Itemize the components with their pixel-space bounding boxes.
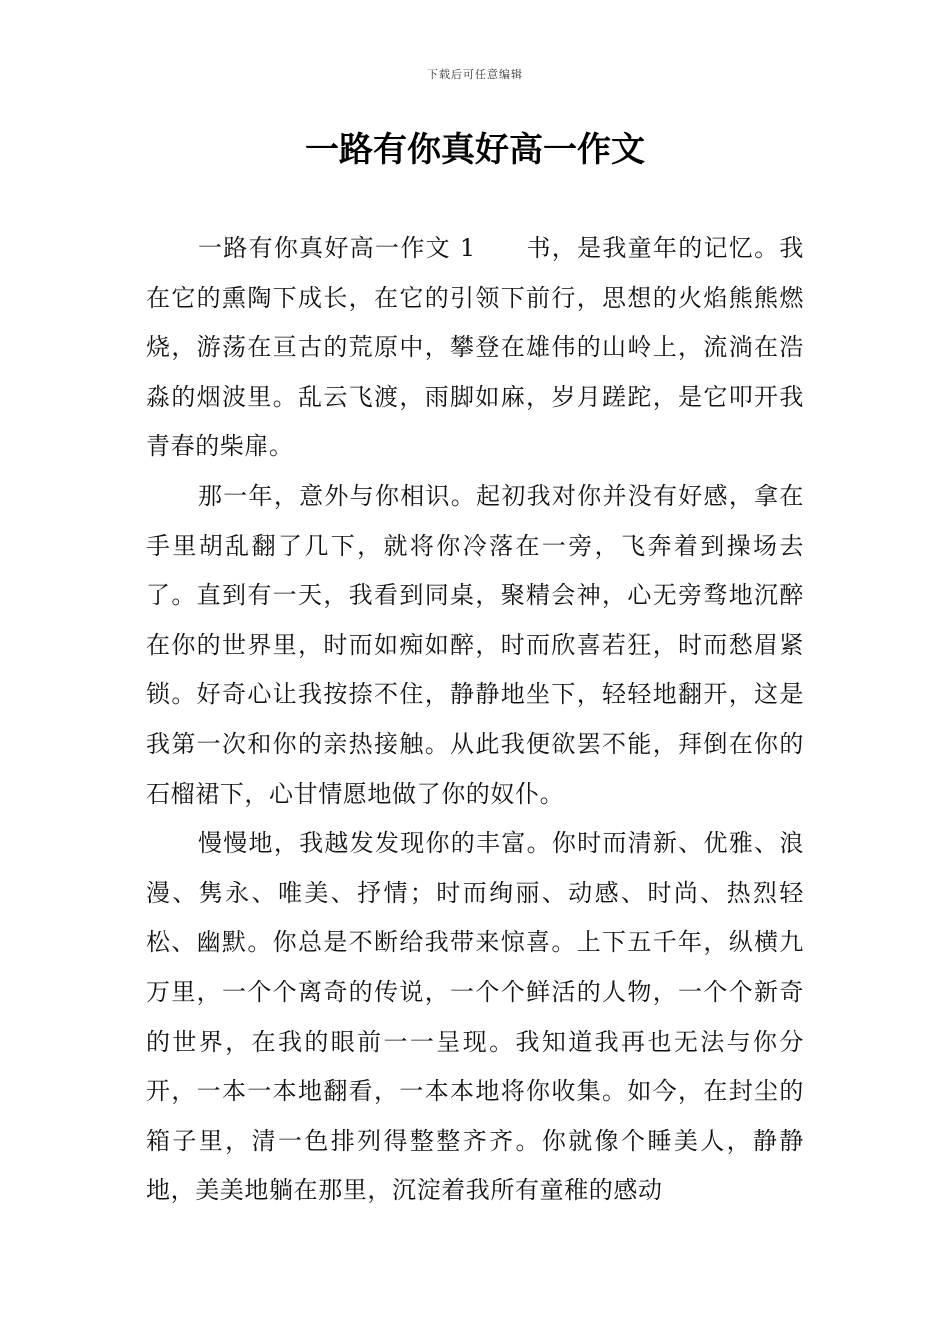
paragraph-1 (146, 224, 804, 472)
header-note: 下载后可任意编辑 (427, 68, 523, 81)
document-title: 一路有你真好高一作文 (305, 130, 645, 170)
paragraph-3: 慢慢地，我越发发现你的丰富。你时而清新、优雅、浪漫、隽永、唯美、抒情；时而绚丽、动感、时尚、热烈轻松、幽默。你总是不断给我带来惊喜。上下五千年，纵横九万里，一个个离奇的传说，一个个鲜活的人物，一个个新奇的世界，在我的眼前一一呈现。我知道我再也无法与你分开，一本一本地翻看，一本本地将你收集。如今，在封尘的箱子里，清一色排列得整整齐齐。你就像个睡美人，静静地，美美地躺在那里，沉淀着我所有童稚的感动 (146, 829, 804, 1205)
paragraph-1-text: 书，是我童年的记忆。我在它的熏陶下成长，在它的引领下前行，思想的火焰熊熊燃烧，游荡在亘古的荒原中，攀登在雄伟的山岭上，流淌在浩淼的烟波里。乱云飞渡，雨脚如麻，岁月蹉跎，是它叩开我青春的柴扉。 (146, 234, 804, 461)
document-body (146, 224, 804, 1216)
subtitle: 一路有你真好高一作文 1 (198, 234, 476, 262)
paragraph-2: 那一年，意外与你相识。起初我对你并没有好感，拿在手里胡乱翻了几下，就将你冷落在一旁，飞奔着到操场去了。直到有一天，我看到同桌，聚精会神，心无旁骛地沉醉在你的世界里，时而如痴如醉，时而欣喜若狂，时而愁眉紧锁。好奇心让我按捺不住，静静地坐下，轻轻地翻开，这是我第一次和你的亲热接触。从此我便欲罢不能，拜倒在你的石榴裙下，心甘情愿地做了你的奴仆。 (146, 481, 804, 808)
